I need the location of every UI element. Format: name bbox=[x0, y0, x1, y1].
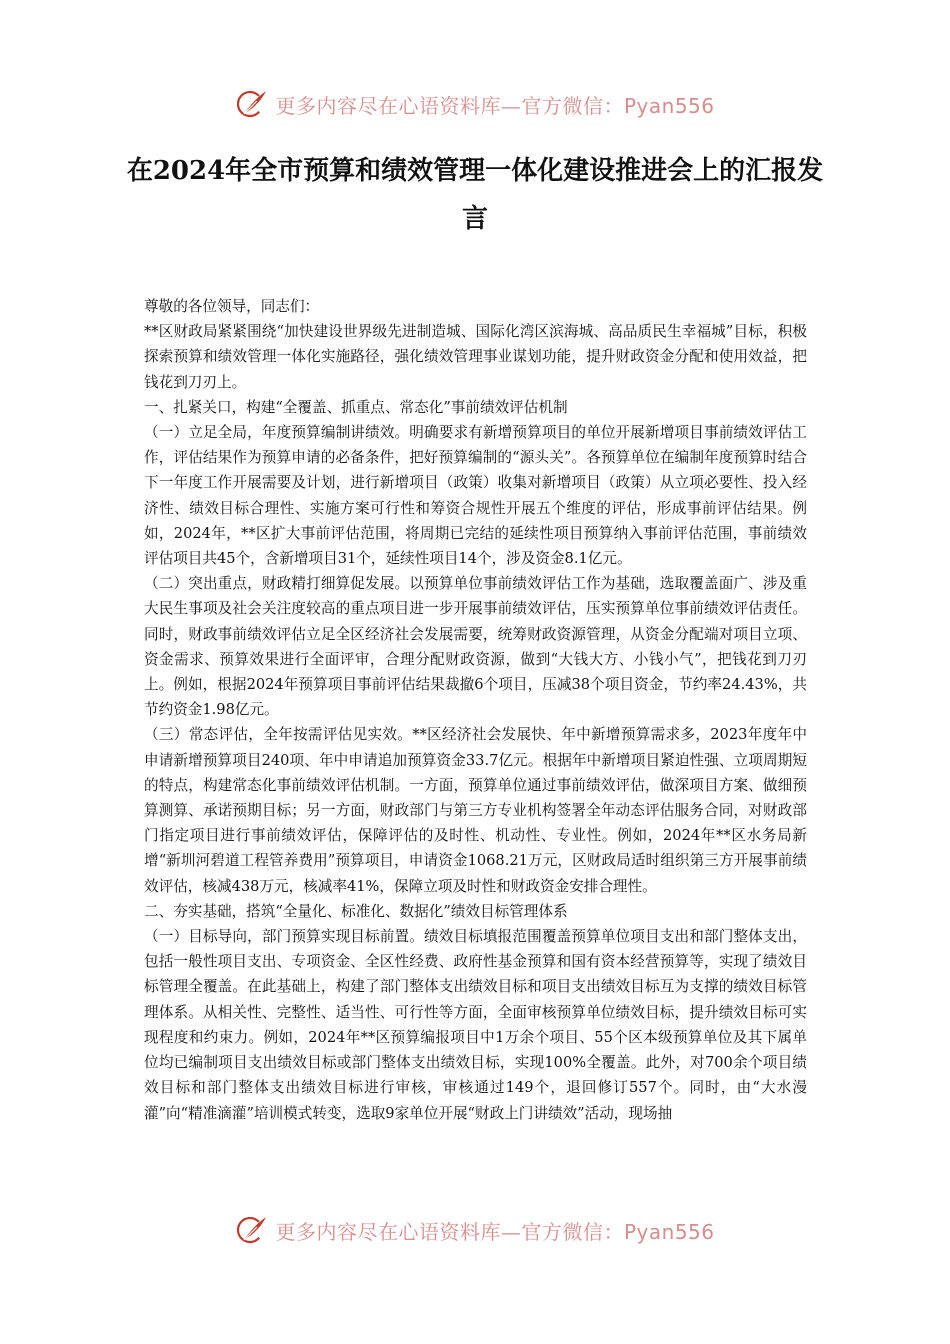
document-title: 在2024年全市预算和绩效管理一体化建设推进会上的汇报发言 bbox=[126, 156, 824, 234]
intro-paragraph: **区财政局紧紧围绕“加快建设世界级先进制造城、国际化湾区滨海城、高品质民生幸福城”目标，积极探索预算和绩效管理一体化实施路径，强化绩效管理事业谋划功能，提升财政资金分配和使用效益，把钱花到刀刃上。 bbox=[144, 323, 807, 391]
feather-pen-logo-icon bbox=[235, 1213, 269, 1247]
watermark-header bbox=[0, 86, 950, 122]
document-body bbox=[144, 294, 807, 1126]
body-paragraph: （三）常态评估，全年按需评估见实效。**区经济社会发展快、年中新增预算需求多，2023年度年中申请新增预算项目240项、年中申请追加预算资金33.7亿元。根据年中新增项目紧迫性强、立项周期短的特点，构建常态化事前绩效评估机制。一方面，预算单位通过事前绩效评估，做深项目方案、做细预算测算、承诺预期目标；另一方面，财政部门与第三方专业机构签署全年动态评估服务合同，对财政部门指定项目进行事前绩效评估，保障评估的及时性、机动性、专业性。例如，2024年**区水务局新增“新圳河碧道工程管养费用”预算项目，申请资金1068.21万元，区财政局适时组织第三方开展事前绩效评估，核减438万元，核减率41%，保障立项及时性和财政资金安排合理性。 bbox=[144, 726, 807, 895]
salutation: 尊敬的各位领导，同志们： bbox=[144, 298, 320, 315]
body-paragraph: （二）突出重点，财政精打细算促发展。以预算单位事前绩效评估工作为基础，选取覆盖面广、涉及重大民生事项及社会关注度较高的重点项目进一步开展事前绩效评估，压实预算单位事前绩效评估责任。同时，财政事前绩效评估立足全区经济社会发展需要，统筹财政资源管理，从资金分配端对项目立项、资金需求、预算效果进行全面评审，合理分配财政资源，做到“大钱大方、小钱小气”，把钱花到刀刃上。例如，根据2024年预算项目事前评估结果裁撤6个项目，压减38个项目资金，节约率24.43%，共节约资金1.98亿元。 bbox=[144, 575, 807, 719]
body-paragraph: （一）立足全局，年度预算编制讲绩效。明确要求有新增预算项目的单位开展新增项目事前绩效评估工作，评估结果作为预算申请的必备条件，把好预算编制的“源头关”。各预算单位在编制年度预算时结合下一年度工作开展需要及计划，进行新增项目（政策）收集对新增项目（政策）从立项必要性、投入经济性、绩效目标合理性、实施方案可行性和筹资合规性开展五个维度的评估，形成事前评估结果。例如，2024年，**区扩大事前评估范围，将周期已完结的延续性项目预算纳入事前评估范围，事前绩效评估项目共45个，含新增项目31个，延续性项目14个，涉及资金8.1亿元。 bbox=[144, 424, 807, 568]
watermark-brand: Pyan556 bbox=[623, 1219, 715, 1244]
section-heading-2: 二、夯实基础，搭筑“全量化、标准化、数据化”绩效目标管理体系 bbox=[144, 902, 568, 920]
watermark-text: 更多内容尽在心语资料库—官方微信：Pyan556 bbox=[275, 1219, 715, 1244]
watermark-brand: Pyan556 bbox=[623, 93, 715, 118]
feather-pen-logo-icon bbox=[235, 87, 269, 121]
watermark-footer bbox=[0, 1212, 950, 1248]
watermark-text: 更多内容尽在心语资料库—官方微信：Pyan556 bbox=[275, 93, 715, 118]
body-paragraph: （一）目标导向，部门预算实现目标前置。绩效目标填报范围覆盖预算单位项目支出和部门整体支出，包括一般性项目支出、专项资金、全区性经费、政府性基金预算和国有资本经营预算等，实现了绩效目标管理全覆盖。在此基础上，构建了部门整体支出绩效目标和项目支出绩效目标互为支撑的绩效目标管理体系。从相关性、完整性、适当性、可行性等方面，全面审核预算单位绩效目标，提升绩效目标可实现程度和约束力。例如，2024年**区预算编报项目中1万余个项目、55个区本级预算单位及其下属单位均已编制项目支出绩效目标或部门整体支出绩效目标，实现100%全覆盖。此外，对700余个项目绩效目标和部门整体支出绩效目标进行审核，审核通过149个，退回修订557个。同时，由“大水漫灌”向“精准滴灌”培训模式转变，选取9家单位开展“财政上门讲绩效”活动，现场抽 bbox=[144, 928, 807, 1122]
section-heading-1: 一、扎紧关口，构建“全覆盖、抓重点、常态化”事前绩效评估机制 bbox=[144, 398, 568, 416]
